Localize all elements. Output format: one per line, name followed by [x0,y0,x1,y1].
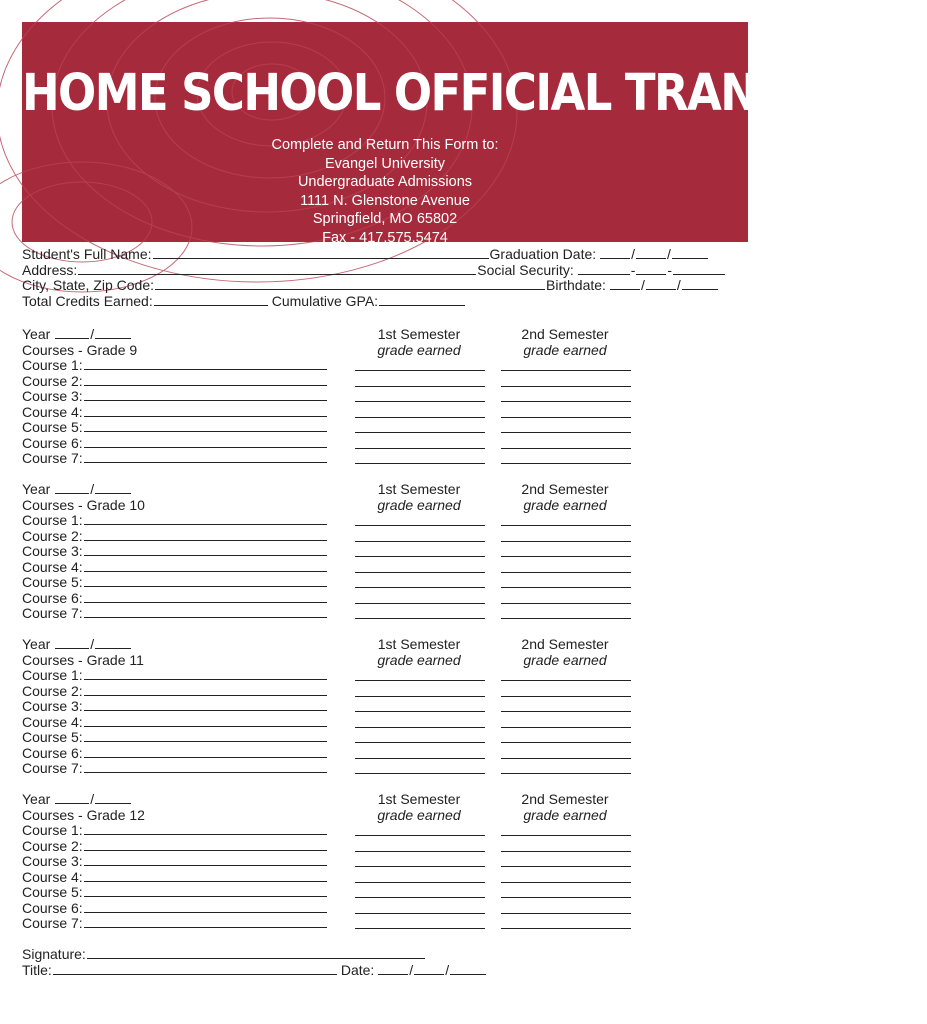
course-label: Course 4: [22,713,83,730]
birth-day-field[interactable] [646,278,676,290]
course-row [22,838,328,854]
course-row [22,760,328,776]
course-name-field[interactable] [84,730,327,742]
title-row: Title: Date: / / [22,962,487,978]
second-semester-grade-field[interactable] [501,866,631,867]
course-row [22,512,328,528]
first-semester-grade-field[interactable] [355,913,485,914]
first-semester-grade-field[interactable] [355,866,485,867]
course-label: Course 4: [22,403,83,420]
course-label: Course 2: [22,837,83,854]
course-row [22,714,328,730]
first-semester-grade-field[interactable] [355,742,485,743]
course-label: Course 5: [22,729,83,745]
first-semester-grade-field[interactable] [355,696,485,697]
second-semester-grade-field[interactable] [501,401,631,402]
return-line: Springfield, MO 65802 [312,211,458,228]
city-state-zip-label: City, State, Zip Code: [22,277,155,294]
course-name-field[interactable] [84,901,327,913]
birth-year-field[interactable] [682,278,718,290]
semester-title: 1st Semester [377,326,461,342]
second-semester-grade-field[interactable] [501,463,631,464]
course-name-field[interactable] [84,684,327,696]
first-semester-grade-field[interactable] [355,603,485,604]
graduation-month-field[interactable] [600,247,630,259]
course-name-field[interactable] [84,916,327,928]
first-semester-grade-field[interactable] [355,463,485,464]
first-semester-grade-field[interactable] [355,401,485,402]
semester-title: 2nd Semester [521,636,609,652]
year-end-field[interactable] [95,792,131,804]
course-name-field[interactable] [84,560,327,572]
course-row [22,419,328,435]
first-semester-grade-field[interactable] [355,758,485,759]
course-name-field[interactable] [84,389,327,401]
second-semester-grade-field[interactable] [501,417,631,418]
student-info-section [22,247,748,309]
signature-field[interactable] [87,947,425,959]
course-row [22,357,328,373]
course-name-field[interactable] [84,761,327,773]
course-row [22,559,328,575]
first-semester-header [349,481,489,513]
course-label: Course 7: [22,760,83,776]
course-name-field[interactable] [84,575,327,587]
grade-heading: Courses - Grade 10 [22,496,145,513]
title-label: Title: [22,962,52,978]
course-label: Course 6: [22,744,83,761]
first-semester-header [349,636,489,668]
course-label: Course 7: [22,450,83,466]
course-row [22,404,328,420]
second-semester-grade-field[interactable] [501,882,631,883]
course-label: Course 5: [22,884,83,900]
credits-label: Total Credits Earned: [22,292,153,309]
semester-subtitle: grade earned [377,497,461,513]
course-row [22,900,328,916]
second-semester-grade-field[interactable] [501,556,631,557]
course-name-field[interactable] [84,544,327,556]
course-row [22,729,328,745]
second-semester-grade-field[interactable] [501,680,631,681]
first-semester-header [349,791,489,823]
address-label: Address: [22,261,78,278]
semester-subtitle: grade earned [523,497,607,513]
second-semester-grade-field[interactable] [501,370,631,371]
title-field[interactable] [53,963,337,975]
second-semester-header [495,636,635,668]
course-name-field[interactable] [84,839,327,851]
first-semester-grade-field[interactable] [355,572,485,573]
course-name-field[interactable] [84,885,327,897]
second-semester-grade-field[interactable] [501,386,631,387]
graduation-date-label: Graduation Date: [489,246,597,262]
course-label: Course 2: [22,682,83,699]
date-label: Date: [340,962,375,978]
course-row [22,388,328,404]
first-semester-grade-field[interactable] [355,556,485,557]
second-semester-grade-field[interactable] [501,618,631,619]
semester-title: 1st Semester [377,636,461,652]
course-label: Course 1: [22,667,83,683]
second-semester-grade-field[interactable] [501,448,631,449]
ssn-part1-field[interactable] [578,263,630,275]
year-row: Year / [22,326,132,342]
first-semester-grade-field[interactable] [355,618,485,619]
year-label: Year [22,791,51,807]
return-line: Evangel University [324,155,446,172]
header-banner [22,22,927,246]
course-label: Course 2: [22,372,83,389]
first-semester-grade-field[interactable] [355,386,485,387]
course-row [22,543,328,559]
course-label: Course 3: [22,698,83,714]
year-start-field[interactable] [55,482,89,494]
first-semester-grade-field[interactable] [355,882,485,883]
semester-subtitle: grade earned [377,342,461,358]
gpa-field[interactable] [379,294,465,306]
year-start-field[interactable] [55,637,89,649]
course-name-field[interactable] [84,699,327,711]
return-line: Fax - 417.575.5474 [322,229,448,246]
second-semester-grade-field[interactable] [501,727,631,728]
semester-subtitle: grade earned [523,652,607,668]
year-row: Year / [22,481,132,497]
course-name-field[interactable] [84,606,327,618]
course-row [22,590,328,606]
course-name-field[interactable] [84,854,327,866]
credits-field[interactable] [154,294,268,306]
course-name-field[interactable] [84,374,327,386]
date-year-field[interactable] [450,963,486,975]
second-semester-grade-field[interactable] [501,758,631,759]
birth-month-field[interactable] [610,278,640,290]
grade-heading: Courses - Grade 11 [22,651,144,668]
date-month-field[interactable] [378,963,408,975]
semester-subtitle: grade earned [523,342,607,358]
course-name-field[interactable] [84,436,327,448]
course-row [22,698,328,714]
second-semester-grade-field[interactable] [501,572,631,573]
course-name-field[interactable] [84,746,327,758]
first-semester-grade-field[interactable] [355,835,485,836]
course-label: Course 7: [22,915,83,931]
year-end-field[interactable] [95,327,131,339]
course-name-field[interactable] [84,823,327,835]
second-semester-grade-field[interactable] [501,603,631,604]
credits-row [22,294,748,310]
semester-subtitle: grade earned [523,807,607,823]
first-semester-grade-field[interactable] [355,448,485,449]
grade-heading: Courses - Grade 9 [22,341,138,358]
year-start-field[interactable] [55,327,89,339]
course-name-field[interactable] [84,513,327,525]
name-row: Student's Full Name: Graduation Date: / / [22,247,748,263]
graduation-day-field[interactable] [636,247,666,259]
course-row [22,683,328,699]
year-label: Year [22,481,51,497]
second-semester-grade-field[interactable] [501,525,631,526]
ssn-part2-field[interactable] [636,263,666,275]
return-line: Complete and Return This Form to: [271,137,499,153]
first-semester-grade-field[interactable] [355,773,485,774]
ssn-part3-field[interactable] [673,263,725,275]
first-semester-grade-field[interactable] [355,851,485,852]
first-semester-grade-field[interactable] [355,370,485,371]
course-label: Course 5: [22,574,83,590]
course-name-field[interactable] [84,715,327,727]
course-row [22,373,328,389]
city-row: City, State, Zip Code: Birthdate: / / [22,278,748,294]
course-name-field[interactable] [84,358,327,370]
course-label: Course 6: [22,434,83,451]
second-semester-grade-field[interactable] [501,432,631,433]
second-semester-grade-field[interactable] [501,851,631,852]
course-row [22,822,328,838]
semester-title: 1st Semester [377,791,461,807]
signature-section [22,946,487,978]
course-row [22,853,328,869]
course-row [22,915,328,931]
course-name-field[interactable] [84,420,327,432]
second-semester-grade-field[interactable] [501,835,631,836]
second-semester-header [495,481,635,513]
second-semester-grade-field[interactable] [501,587,631,588]
course-name-field[interactable] [84,405,327,417]
full-name-label: Student's Full Name: [22,246,152,262]
course-name-field[interactable] [84,451,327,463]
course-row [22,435,328,451]
birthdate-label: Birthdate: [546,277,606,294]
year-row: Year / [22,636,132,652]
first-semester-grade-field[interactable] [355,897,485,898]
grade-heading: Courses - Grade 12 [22,806,145,823]
second-semester-grade-field[interactable] [501,897,631,898]
signature-row [22,946,487,962]
semester-title: 2nd Semester [521,326,609,342]
signature-label: Signature: [22,946,86,962]
course-row [22,869,328,885]
course-row [22,450,328,466]
full-name-field[interactable] [153,247,489,259]
course-row [22,605,328,621]
year-end-field[interactable] [95,637,131,649]
second-semester-header [495,791,635,823]
course-name-field[interactable] [84,668,327,680]
return-address [22,136,748,248]
semester-subtitle: grade earned [377,807,461,823]
year-label: Year [22,326,51,342]
course-name-field[interactable] [84,591,327,603]
second-semester-grade-field[interactable] [501,773,631,774]
second-semester-grade-field[interactable] [501,541,631,542]
first-semester-grade-field[interactable] [355,541,485,542]
city-state-zip-field[interactable] [155,278,545,290]
page-title: HOME SCHOOL OFFICIAL TRANSCRIPT [22,62,927,123]
first-semester-header [349,326,489,358]
second-semester-grade-field[interactable] [501,913,631,914]
course-label: Course 7: [22,605,83,621]
semester-subtitle: grade earned [377,652,461,668]
year-end-field[interactable] [95,482,131,494]
first-semester-grade-field[interactable] [355,417,485,418]
course-label: Course 1: [22,357,83,373]
first-semester-grade-field[interactable] [355,928,485,929]
first-semester-grade-field[interactable] [355,727,485,728]
second-semester-grade-field[interactable] [501,711,631,712]
address-field[interactable] [78,263,476,275]
course-label: Course 3: [22,388,83,404]
course-label: Course 5: [22,419,83,435]
first-semester-grade-field[interactable] [355,680,485,681]
return-line: Undergraduate Admissions [297,174,473,191]
course-label: Course 6: [22,899,83,916]
graduation-year-field[interactable] [672,247,708,259]
first-semester-grade-field[interactable] [355,711,485,712]
course-label: Course 6: [22,589,83,606]
course-label: Course 3: [22,853,83,869]
second-semester-header [495,326,635,358]
gpa-label: Cumulative GPA: [271,292,379,309]
course-row [22,745,328,761]
course-label: Course 1: [22,822,83,838]
course-label: Course 1: [22,512,83,528]
course-label: Course 4: [22,558,83,575]
year-label: Year [22,636,51,652]
course-label: Course 3: [22,543,83,559]
return-line: 1111 N. Glenstone Avenue [300,192,470,209]
second-semester-grade-field[interactable] [501,696,631,697]
course-label: Course 2: [22,527,83,544]
first-semester-grade-field[interactable] [355,587,485,588]
course-name-field[interactable] [84,870,327,882]
date-day-field[interactable] [414,963,444,975]
semester-title: 2nd Semester [521,791,609,807]
course-row [22,574,328,590]
second-semester-grade-field[interactable] [501,928,631,929]
course-row [22,884,328,900]
semester-title: 1st Semester [377,481,461,497]
semester-title: 2nd Semester [521,481,609,497]
year-row: Year / [22,791,132,807]
course-name-field[interactable] [84,529,327,541]
course-row [22,667,328,683]
second-semester-grade-field[interactable] [501,742,631,743]
first-semester-grade-field[interactable] [355,525,485,526]
course-row [22,528,328,544]
social-security-label: Social Security: [477,261,574,278]
course-label: Course 4: [22,868,83,885]
first-semester-grade-field[interactable] [355,432,485,433]
address-row: Address: Social Security: - - [22,263,748,279]
year-start-field[interactable] [55,792,89,804]
